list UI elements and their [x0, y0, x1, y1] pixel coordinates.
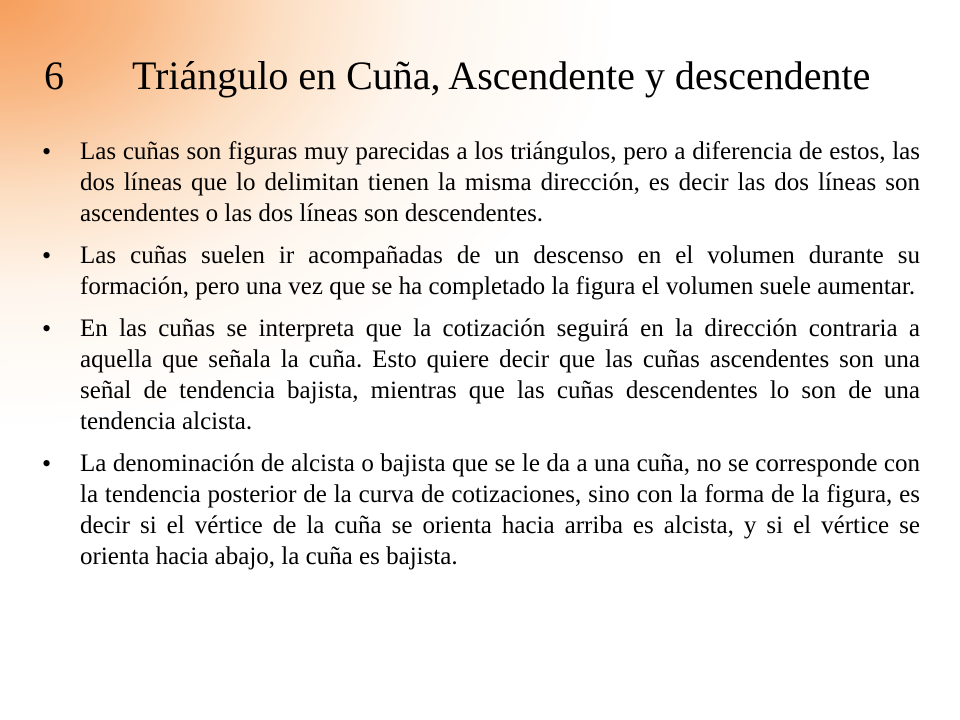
bullet-item	[40, 313, 920, 437]
bullet-text: En las cuñas se interpreta que la cotización seguirá en la dirección contraria a aquella que señala la cuña. Esto quiere decir que las cuñas ascendentes son una señal de tendencia bajista, mientras que las cuñas descendentes lo son de una tendencia alcista.	[80, 315, 920, 435]
bullet-item	[40, 240, 920, 302]
title-number: 6	[44, 53, 64, 98]
bullet-icon: •	[42, 314, 52, 343]
bullet-list	[40, 136, 920, 583]
bullet-icon: •	[42, 449, 52, 478]
bullet-text: Las cuñas suelen ir acompañadas de un descenso en el volumen durante su formación, pero una vez que se ha completado la figura el volumen suele aumentar.	[80, 242, 920, 300]
bullet-item	[40, 448, 920, 572]
title-text: Triángulo en Cuña, Ascendente y descendente	[132, 53, 871, 98]
bullet-icon: •	[42, 241, 52, 270]
bullet-item	[40, 136, 920, 229]
bullet-text: La denominación de alcista o bajista que se le da a una cuña, no se corresponde con la tendencia posterior de la curva de cotizaciones, sino con la forma de la figura, es decir si el vértice de la cuña se orienta hacia arriba es alcista, y si el vértice se orienta hacia abajo, la cuña es bajista.	[80, 450, 920, 570]
bullet-icon: •	[42, 137, 52, 166]
slide-title	[44, 48, 934, 104]
bullet-text: Las cuñas son figuras muy parecidas a los triángulos, pero a diferencia de estos, las dos líneas que lo delimitan tienen la misma dirección, es decir las dos líneas son ascendentes o las dos líneas son descendentes.	[80, 138, 920, 227]
